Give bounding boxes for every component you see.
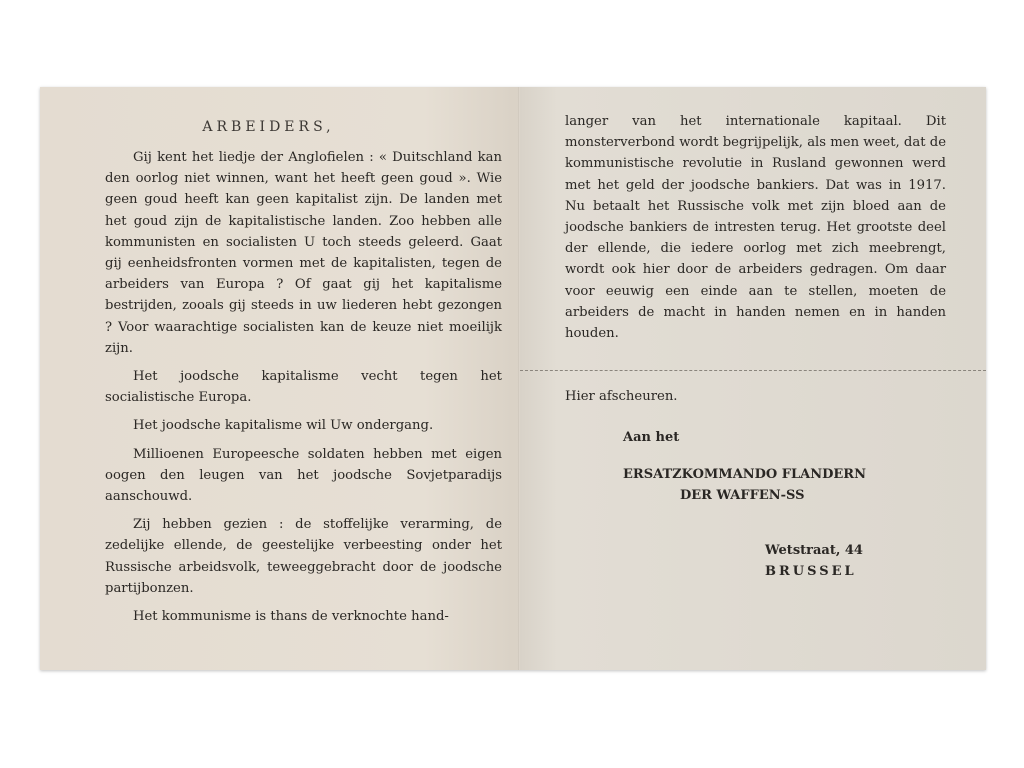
right-page xyxy=(520,87,986,670)
tear-off-label: Hier afscheuren. xyxy=(565,389,678,405)
historical-leaflet xyxy=(40,87,986,670)
address-org-line1: ERSATZKOMMANDO FLANDERN xyxy=(623,467,866,483)
paragraph: langer van het internationale kapitaal. Dit monsterverbond wordt begrijpelijk, als men weet, dat de kommunistische revolutie in Rusland gewonnen werd met het geld der joodsche bankiers. Dat was in 1917. Nu betaalt het Russische volk met zijn bloed aan de joodsche bankiers de intresten terug. Het grootste deel der ellende, die iedere oorlog met zich meebrengt, wordt ook hier door de arbeiders gedragen. Om daar voor eeuwig een einde aan te stellen, moeten de arbeiders de macht in handen nemen en in handen houden. xyxy=(565,114,946,342)
paragraph: Gij kent het liedje der Anglofielen : « Duitschland kan den oorlog niet winnen, want het heeft geen goud ». Wie geen goud heeft kan geen kapitalist zijn. De landen met het goud zijn de kapitalistische landen. Zoo hebben alle kommunisten en socialisten U toch steeds geleerd. Gaat gij eenheidsfronten vormen met de kapitalisten, tegen de arbeiders van Europa ? Of gaat gij het kapitalisme bestrijden, zooals gij steeds in uw liederen hebt gezongen ? Voor waarachtige socialisten kan de keuze niet moeilijk zijn. xyxy=(105,150,502,356)
address-city: BRUSSEL xyxy=(765,564,857,580)
address-org-line2: DER WAFFEN-SS xyxy=(680,488,805,504)
paragraph: Het joodsche kapitalisme wil Uw ondergang. xyxy=(133,418,434,434)
paragraph: Het joodsche kapitalisme vecht tegen het socialistische Europa. xyxy=(105,369,502,406)
address-street: Wetstraat, 44 xyxy=(765,543,863,559)
tear-off-line xyxy=(520,370,986,371)
page-heading: ARBEIDERS, xyxy=(202,119,335,135)
paragraph: Millioenen Europeesche soldaten hebben met eigen oogen den leugen van het joodsche Sovjetparadijs aanschouwd. xyxy=(105,446,502,505)
paragraph: Het kommunisme is thans de verknochte hand- xyxy=(133,609,449,625)
paragraph: Zij hebben gezien : de stoffelijke verarming, de zedelijke ellende, de geestelijke verbeesting onder het Russische arbeidsvolk, teweeggebracht door de joodsche partijbonzen. xyxy=(105,517,502,596)
left-page xyxy=(40,87,520,670)
address-to: Aan het xyxy=(623,430,680,446)
